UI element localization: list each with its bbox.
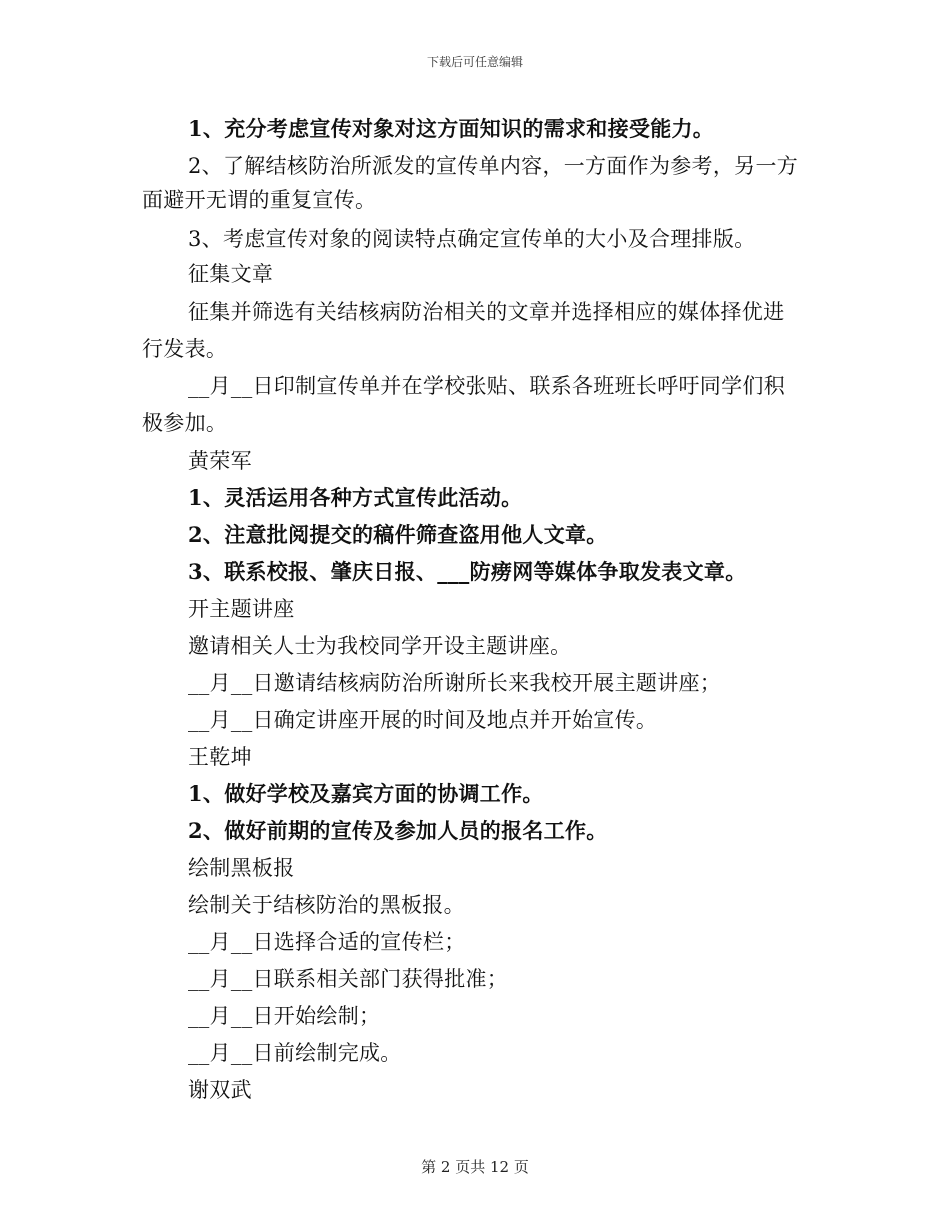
paragraph: 绘制关于结核防治的黑板报。 [188, 893, 465, 917]
list-item: 1、灵活运用各种方式宣传此活动。 [188, 485, 523, 510]
page-footer: 第 2 页共 12 页 [421, 1158, 529, 1176]
schedule-item: __月__日邀请结核病防治所谢所长来我校开展主题讲座； [188, 671, 722, 695]
person-name: 黄荣军 [188, 449, 252, 473]
section-heading: 开主题讲座 [188, 597, 295, 621]
section-heading: 绘制黑板报 [188, 856, 295, 880]
list-item: 1、做好学校及嘉宾方面的协调工作。 [188, 781, 544, 806]
section-heading: 征集文章 [188, 262, 274, 286]
page-header: 下载后可任意编辑 [426, 55, 523, 69]
paragraph-continuation: 面避开无谓的重复宣传。 [142, 188, 377, 212]
schedule-item: __月__日开始绘制； [188, 1004, 381, 1028]
paragraph-continuation: 极参加。 [142, 411, 228, 435]
person-name: 谢双武 [188, 1078, 252, 1102]
person-name: 王乾坤 [188, 745, 252, 769]
schedule-item: __月__日确定讲座开展的时间及地点并开始宣传。 [188, 708, 658, 732]
paragraph: 邀请相关人士为我校同学开设主题讲座。 [188, 634, 572, 658]
list-item: 3、考虑宣传对象的阅读特点确定宣传单的大小及合理排版。 [188, 227, 756, 251]
list-item: 2、注意批阅提交的稿件筛查盗用他人文章。 [188, 522, 608, 547]
paragraph: 征集并筛选有关结核病防治相关的文章并选择相应的媒体择优进 [188, 300, 785, 324]
list-item: 2、了解结核防治所派发的宣传单内容，一方面作为参考，另一方 [188, 154, 799, 178]
schedule-item: __月__日联系相关部门获得批准； [188, 967, 509, 991]
list-item: 3、联系校报、肇庆日报、___防痨网等媒体争取发表文章。 [188, 559, 747, 584]
paragraph-continuation: 行发表。 [142, 337, 228, 361]
schedule-item: __月__日印制宣传单并在学校张贴、联系各班班长呼吁同学们积 [188, 374, 785, 398]
list-item: 1、充分考虑宣传对象对这方面知识的需求和接受能力。 [188, 116, 715, 141]
schedule-item: __月__日前绘制完成。 [188, 1041, 402, 1065]
list-item: 2、做好前期的宣传及参加人员的报名工作。 [188, 818, 608, 843]
schedule-item: __月__日选择合适的宣传栏； [188, 930, 466, 954]
